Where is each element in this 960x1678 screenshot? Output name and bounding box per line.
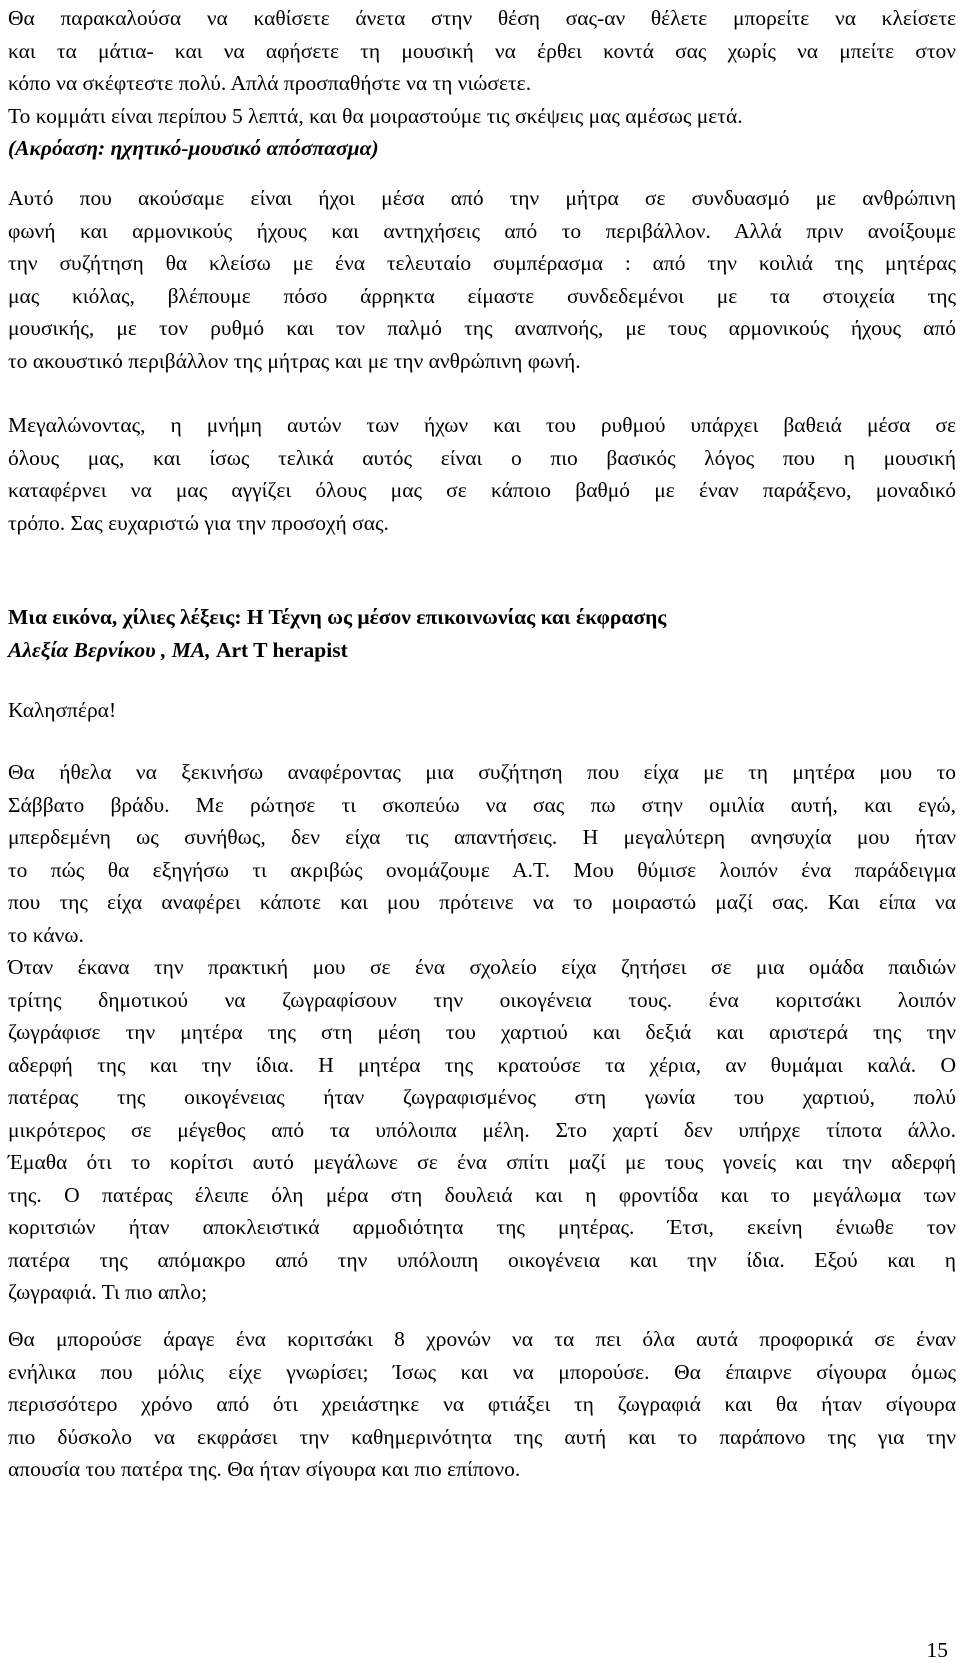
paragraph-intro [8, 2, 956, 165]
listening-note: (Ακρόαση: ηχητικό-μουσικό απόσπασμα) [8, 136, 379, 160]
text-line: ζωγραφιά. Τι πιο απλο; [8, 1280, 208, 1304]
text-line: απουσία του πατέρα της. Θα ήταν σίγουρα και πιο επίπονο. [8, 1457, 521, 1481]
paragraph-mother [8, 756, 956, 951]
greeting-text: Καλησπέρα! [8, 698, 117, 722]
text-line: μπερδεμένη ως συνήθως, δεν είχα τις απαντήσεις. Η μεγαλύτερη ανησυχία μου ήταν [8, 825, 956, 849]
text-line: Θα παρακαλούσα να καθίσετε άνετα στην θέση σας-αν θέλετε μπορείτε να κλείσετε [8, 6, 956, 30]
text-line: Θα ήθελα να ξεκινήσω αναφέροντας μια συζήτηση που είχα με τη μητέρα μου το [8, 760, 956, 784]
text-line: που της είχα αναφέρει κάποτε και μου πρότεινε να το μοιραστώ μαζί σας. Και είπα να [8, 890, 956, 914]
text-line: μικρότερος σε μέγεθος από τα υπόλοιπα μέλη. Στο χαρτί δεν υπήρχε τίποτα άλλο. [8, 1117, 956, 1142]
text-line: το πώς θα εξηγήσω τι ακριβώς ονομάζουμε Α.Τ. Μου θύμισε λοιπόν ένα παράδειγμα [8, 857, 956, 882]
paragraph-closing [8, 409, 956, 539]
text-line: και τα μάτια- και να αφήσετε τη μουσική να έρθει κοντά σας χωρίς να μπείτε στον [8, 38, 956, 63]
text-line: ζωγράφισε την μητέρα της στη μέση του χαρτιού και δεξιά και αριστερά της την [8, 1020, 956, 1044]
text-line: πατέρα της απόμακρο από την υπόλοιπη οικογένεια και την ίδια. Εξού και η [8, 1247, 956, 1272]
text-line: κοριτσιών ήταν αποκλειστικά αρμοδιότητα της μητέρας. Έτσι, εκείνη ένιωθε τον [8, 1215, 956, 1239]
page-number: 15 [926, 1638, 948, 1662]
author-role: Art T herapist [210, 637, 348, 662]
text-line: της. Ο πατέρας έλειπε όλη μέρα στη δουλειά και η φροντίδα και το μεγάλωμα των [8, 1182, 956, 1207]
text-line: όλους μας, και ίσως τελικά αυτός είναι ο πιο βασικός λόγος που η μουσική [8, 445, 956, 470]
text-line: ενήλικα που μόλις είχε γνωρίσει; Ίσως και να μπορούσε. Θα έπαιρνε σίγουρα όμως [8, 1359, 956, 1384]
text-line: Όταν έκανα την πρακτική μου σε ένα σχολείο είχα ζητήσει σε μια ομάδα παιδιών [8, 955, 956, 979]
text-line: μουσικής, με τον ρυθμό και τον παλμό της αναπνοής, με τους αρμονικούς ήχους από [8, 316, 956, 340]
text-line: Μεγαλώνοντας, η μνήμη αυτών των ήχων και του ρυθμού υπάρχει βαθειά μέσα σε [8, 413, 956, 437]
greeting [8, 694, 956, 727]
text-line: τρόπο. Σας ευχαριστώ για την προσοχή σας. [8, 510, 389, 535]
paragraph-drawing [8, 951, 956, 1309]
talk-title: Μια εικόνα, χίλιες λέξεις: Η Τέχνη ως μέσον επικοινωνίας και έκφρασης [8, 605, 667, 629]
section-heading [8, 601, 956, 666]
text-line: πιο δύσκολο να εκφράσει την καθημερινότητα της αυτή και το παράπονο της για την [8, 1424, 956, 1449]
text-line: μας κιόλας, βλέπουμε πόσο άρρηκτα είμαστε συνδεδεμένοι με τα στοιχεία της [8, 283, 956, 308]
text-line: φωνή και αρμονικούς ήχους και αντηχήσεις από το περιβάλλον. Αλλά πριν ανοίξουμε [8, 218, 956, 243]
text-line: Σάββατο βράδυ. Με ρώτησε τι σκοπεύω να σας πω στην ομιλία αυτή, και εγώ, [8, 792, 956, 817]
text-line: πατέρας της οικογένειας ήταν ζωγραφισμένος στη γωνία του χαρτιού, πολύ [8, 1085, 956, 1109]
text-line: κόπο να σκέφτεστε πολύ. Απλά προσπαθήστε να τη νιώσετε. [8, 71, 532, 95]
text-line: Έμαθα ότι το κορίτσι αυτό μεγάλωνε σε ένα σπίτι μαζί με τους γονείς και την αδερφή [8, 1150, 956, 1174]
text-line: καταφέρνει να μας αγγίζει όλους μας σε κάποιο βαθμό με έναν παράξενο, μοναδικό [8, 478, 956, 502]
text-line: το ακουστικό περιβάλλον της μήτρας και με την ανθρώπινη φωνή. [8, 348, 581, 373]
talk-author [8, 634, 956, 667]
text-line: αδερφή της και την ίδια. Η μητέρα της κρατούσε τα χέρια, αν θυμάμαι καλά. Ο [8, 1052, 956, 1077]
text-line: το κάνω. [8, 922, 84, 947]
text-line: τρίτης δημοτικού να ζωγραφίσουν την οικογένεια τους. ένα κοριτσάκι λοιπόν [8, 987, 956, 1012]
paragraph-question [8, 1323, 956, 1486]
text-line: την συζήτηση θα κλείσω με ένα τελευταίο συμπέρασμα : από την κοιλιά της μητέρας [8, 251, 956, 275]
text-line: περισσότερο χρόνο από ότι χρειάστηκε να φτιάξει τη ζωγραφιά και θα ήταν σίγουρα [8, 1392, 956, 1416]
text-line: Το κομμάτι είναι περίπου 5 λεπτά, και θα μοιραστούμε τις σκέψεις μας αμέσως μετά. [8, 103, 743, 128]
author-name: Αλεξία Βερνίκου , ΜΑ, [8, 637, 211, 662]
text-line: Αυτό που ακούσαμε είναι ήχοι μέσα από την μήτρα σε συνδυασμό με ανθρώπινη [8, 186, 956, 210]
paragraph-sounds [8, 182, 956, 377]
text-line: Θα μπορούσε άραγε ένα κοριτσάκι 8 χρονών να τα πει όλα αυτά προφορικά σε έναν [8, 1327, 956, 1351]
